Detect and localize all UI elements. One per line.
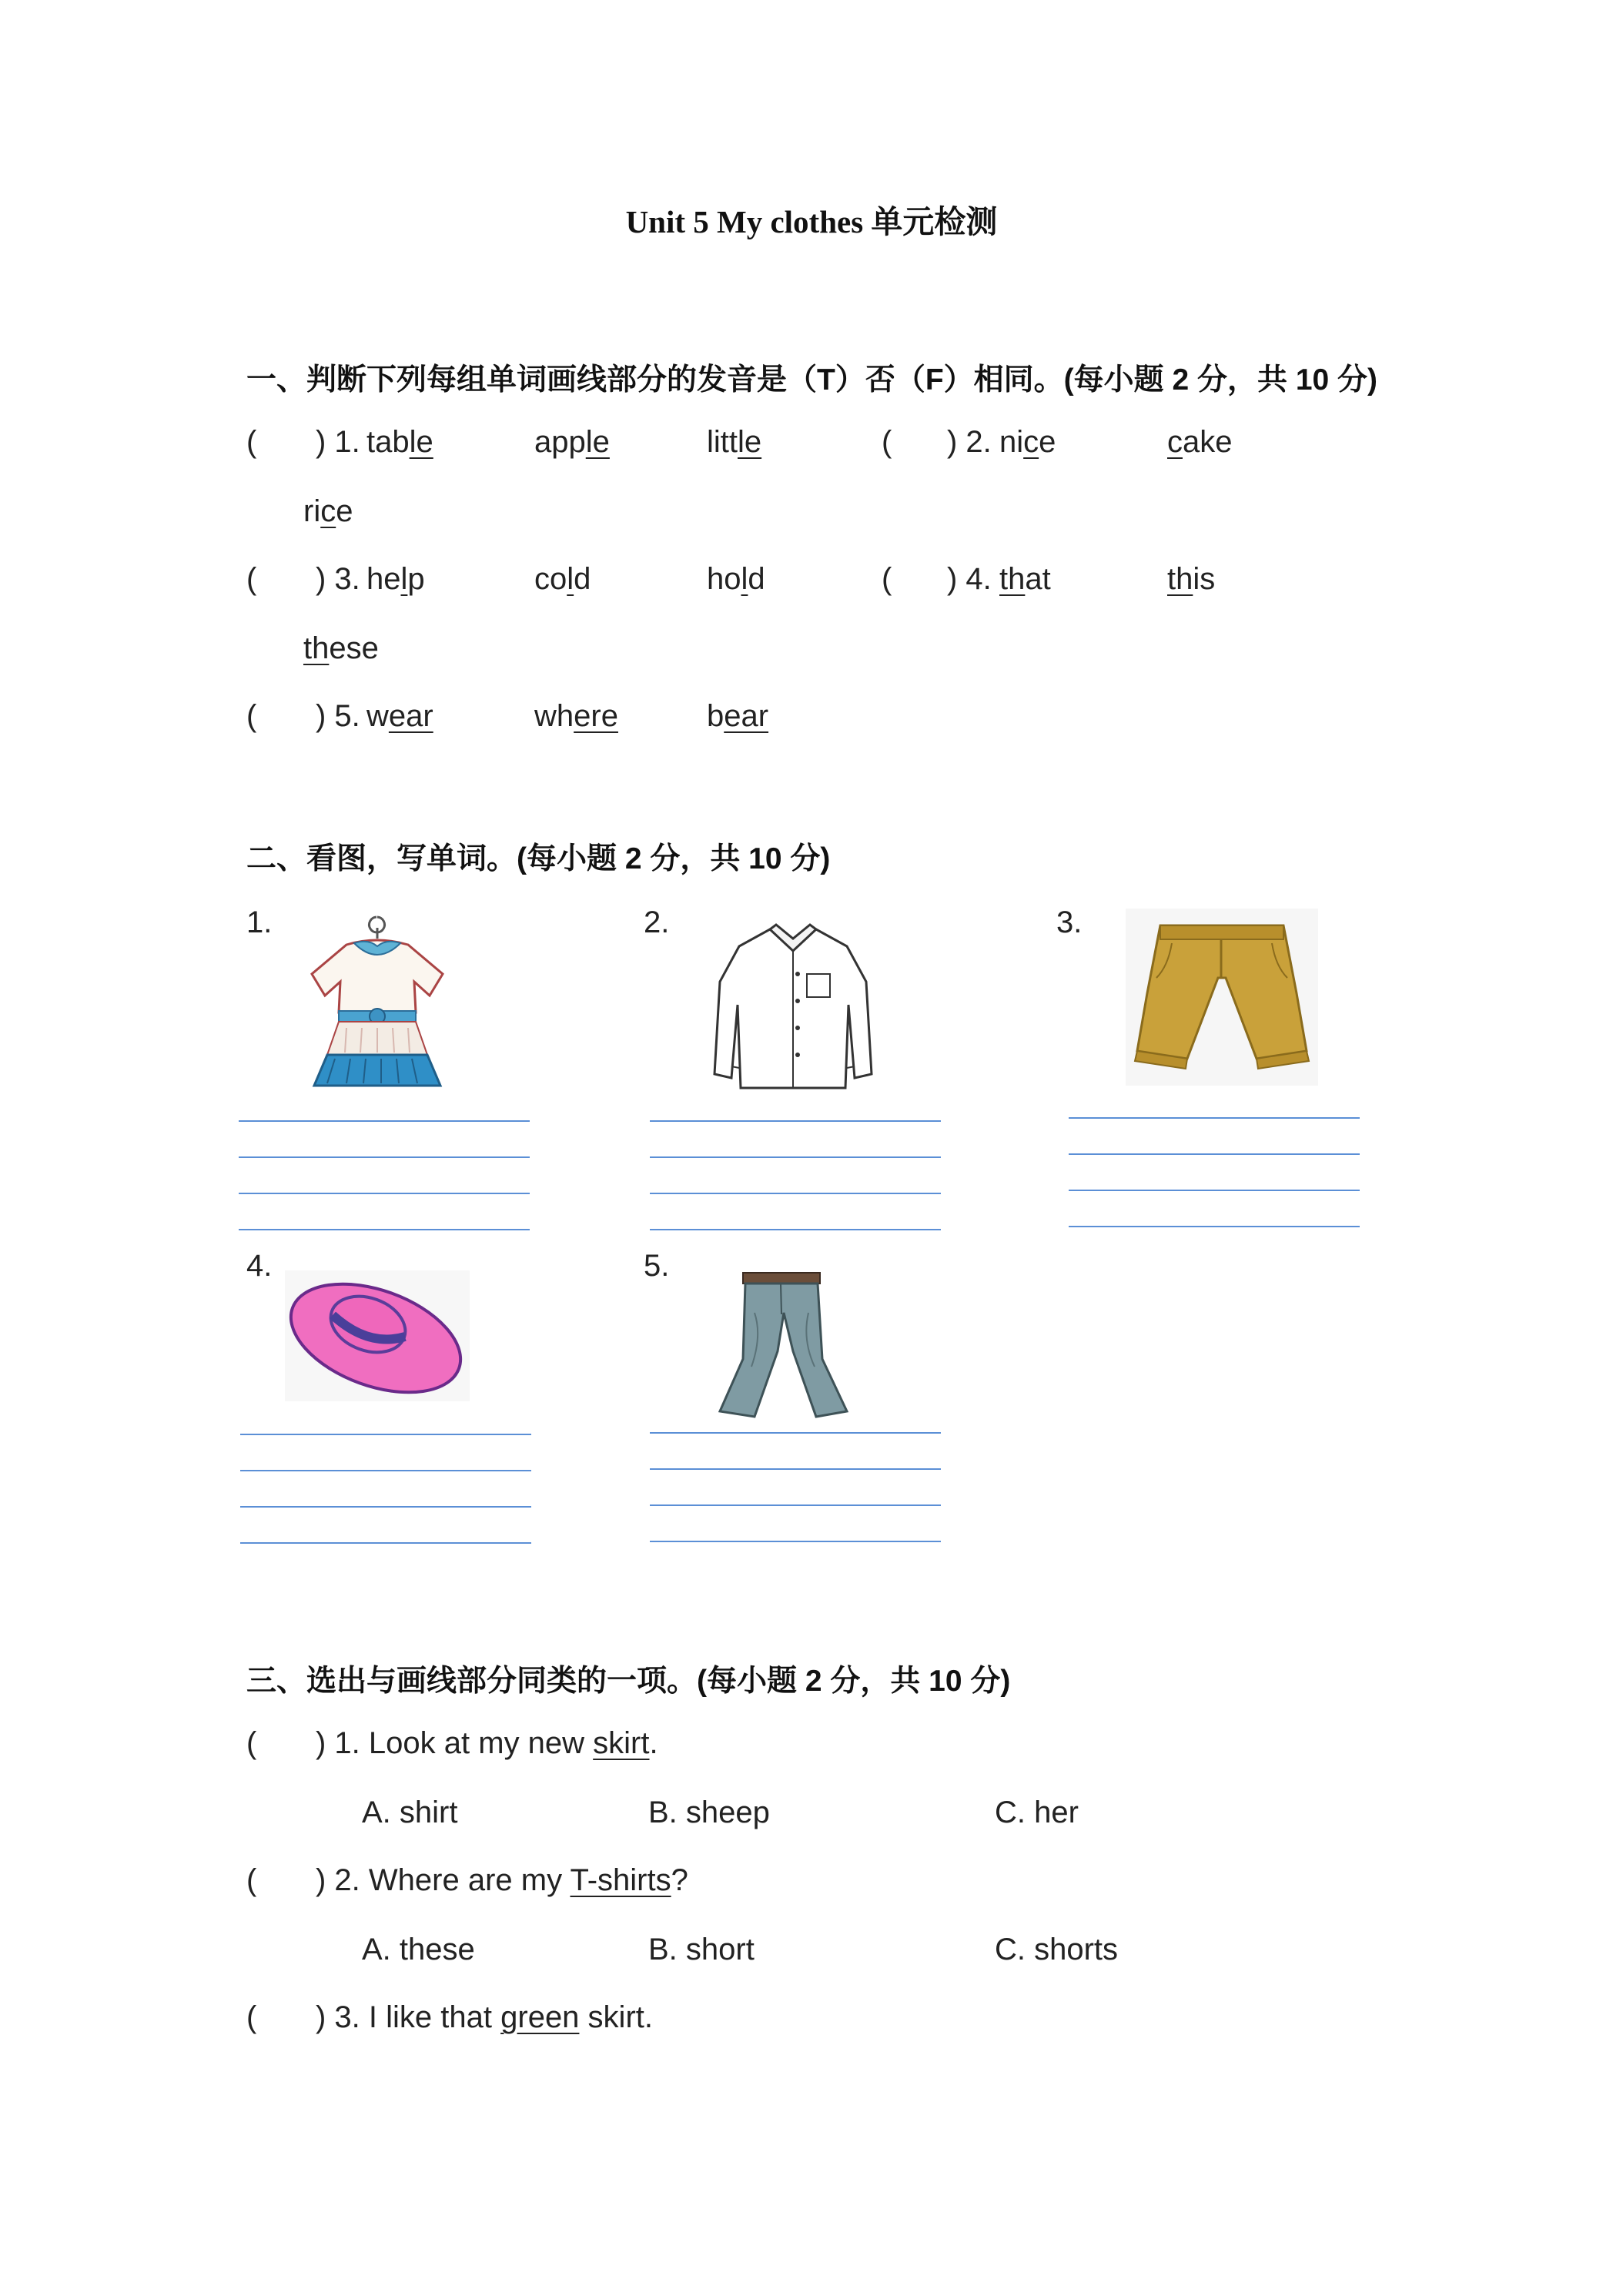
picture-label-3: 3. xyxy=(1056,905,1083,939)
q1-4-word2: this xyxy=(1167,562,1216,596)
writing-line[interactable] xyxy=(240,1434,531,1435)
picture-label-1: 1. xyxy=(246,905,273,939)
q1-5-word1: wear xyxy=(366,699,433,733)
writing-line[interactable] xyxy=(650,1468,941,1470)
q1-5-word2: where xyxy=(534,699,618,733)
q1-3-word3: hold xyxy=(707,562,765,596)
q3-2-option-b[interactable]: B. short xyxy=(648,1933,755,1966)
answer-paren: ( xyxy=(246,699,257,733)
picture-label-5: 5. xyxy=(644,1249,670,1283)
hat-picture xyxy=(285,1270,470,1401)
q1-4-number: ) 4. xyxy=(947,562,992,596)
answer-paren: ( xyxy=(246,1863,257,1897)
q1-3-word2: cold xyxy=(534,562,591,596)
q3-3-question: ) 3. I like that green skirt. xyxy=(316,2000,653,2034)
q1-1-word1: table xyxy=(366,425,433,459)
dress-picture xyxy=(300,912,454,1097)
writing-line[interactable] xyxy=(650,1432,941,1434)
writing-line[interactable] xyxy=(240,1542,531,1544)
q1-3-word1: help xyxy=(366,562,425,596)
writing-line[interactable] xyxy=(650,1120,941,1122)
picture-label-2: 2. xyxy=(644,905,670,939)
q1-1-word2: apple xyxy=(534,425,610,459)
pants-picture xyxy=(701,1267,862,1421)
writing-line[interactable] xyxy=(1069,1153,1360,1155)
q1-3-number: ) 3. xyxy=(316,562,360,596)
writing-line[interactable] xyxy=(239,1156,530,1158)
q3-2-question: ) 2. Where are my T-shirts? xyxy=(316,1863,688,1897)
answer-paren: ( xyxy=(246,2000,257,2034)
shorts-picture xyxy=(1126,909,1318,1086)
writing-line[interactable] xyxy=(1069,1190,1360,1191)
writing-line[interactable] xyxy=(650,1541,941,1542)
writing-line[interactable] xyxy=(1069,1117,1360,1119)
q1-4-word1: that xyxy=(999,562,1051,596)
writing-line[interactable] xyxy=(239,1120,530,1122)
q1-5-number: ) 5. xyxy=(316,699,360,733)
writing-line[interactable] xyxy=(240,1470,531,1471)
q3-2-option-c[interactable]: C. shorts xyxy=(995,1933,1119,1966)
section-1-heading: 一、判断下列每组单词画线部分的发音是（T）否（F）相同。(每小题 2 分，共 10 分) xyxy=(246,363,1378,397)
q1-2-word2: cake xyxy=(1167,425,1233,459)
q1-2-word3: rice xyxy=(303,494,353,528)
q1-2-number: ) 2. xyxy=(947,425,992,459)
q3-1-option-c[interactable]: C. her xyxy=(995,1796,1079,1829)
writing-line[interactable] xyxy=(239,1193,530,1194)
section-2-heading: 二、看图，写单词。(每小题 2 分，共 10 分) xyxy=(246,842,831,875)
writing-line[interactable] xyxy=(650,1504,941,1506)
picture-label-4: 4. xyxy=(246,1249,273,1283)
answer-paren: ( xyxy=(246,425,257,459)
writing-line[interactable] xyxy=(650,1193,941,1194)
writing-line[interactable] xyxy=(650,1156,941,1158)
writing-line[interactable] xyxy=(239,1229,530,1230)
writing-line[interactable] xyxy=(240,1506,531,1508)
q1-1-number: ) 1. xyxy=(316,425,360,459)
q3-1-question: ) 1. Look at my new skirt. xyxy=(316,1726,658,1760)
q1-2-word1: nice xyxy=(999,425,1056,459)
writing-line[interactable] xyxy=(1069,1226,1360,1227)
q1-5-word3: bear xyxy=(707,699,769,733)
page-title: Unit 5 My clothes 单元检测 xyxy=(625,204,998,239)
answer-paren: ( xyxy=(882,425,892,459)
q3-2-option-a[interactable]: A. these xyxy=(362,1933,475,1966)
answer-paren: ( xyxy=(246,562,257,596)
q1-1-word3: little xyxy=(707,425,762,459)
answer-paren: ( xyxy=(246,1726,257,1760)
answer-paren: ( xyxy=(882,562,892,596)
q1-4-word3: these xyxy=(303,631,379,665)
shirt-picture xyxy=(708,920,878,1093)
writing-line[interactable] xyxy=(650,1229,941,1230)
q3-1-option-b[interactable]: B. sheep xyxy=(648,1796,770,1829)
section-3-heading: 三、选出与画线部分同类的一项。(每小题 2 分，共 10 分) xyxy=(246,1665,1011,1698)
q3-1-option-a[interactable]: A. shirt xyxy=(362,1796,458,1829)
